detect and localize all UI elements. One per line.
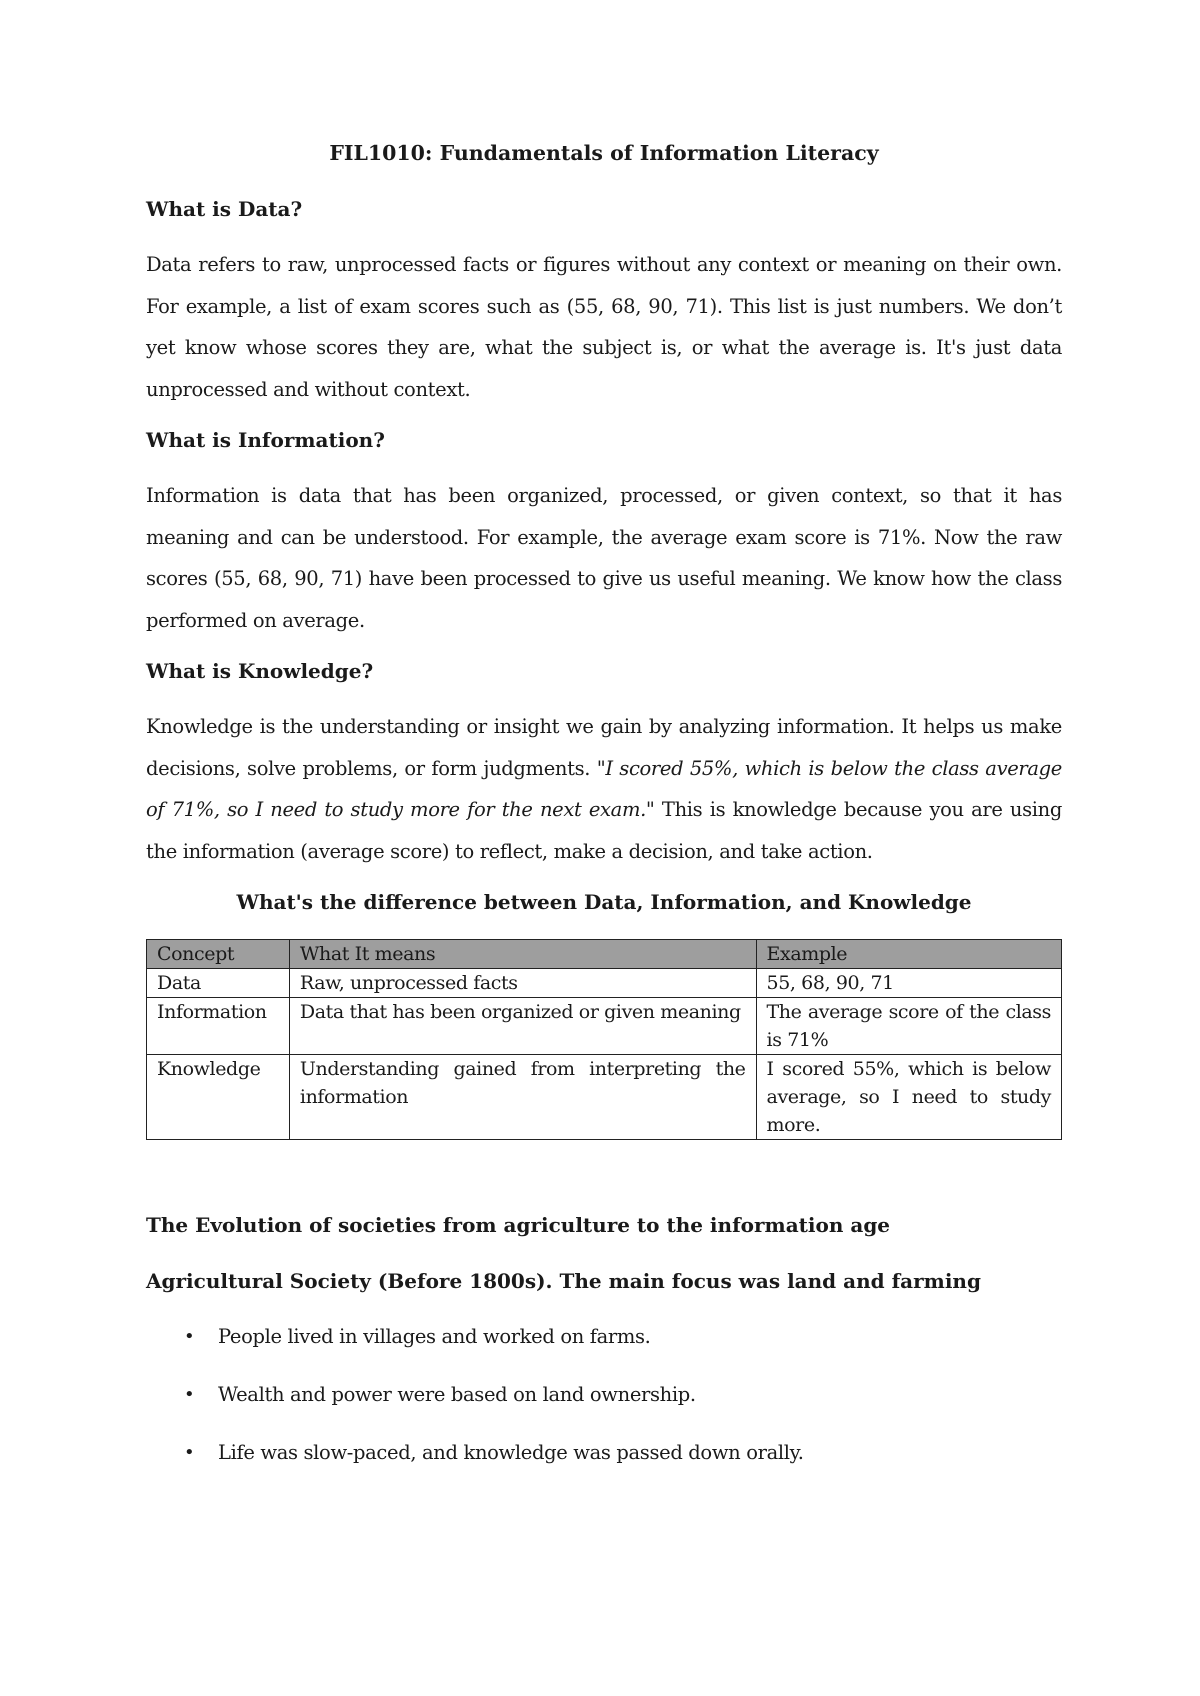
cell-example: I scored 55%, which is below average, so I need to study more.	[756, 1055, 1061, 1140]
heading-evolution-of-societies: The Evolution of societies from agriculture to the information age	[146, 1213, 891, 1237]
cell-meaning: Understanding gained from interpreting the information	[289, 1055, 756, 1140]
list-item	[146, 1438, 1062, 1468]
paragraph-data-definition: Data refers to raw, unprocessed facts or figures without any context or meaning on their own. For example, a list of exam scores such as (55, 68, 90, 71). This list is just numbers. We don’t yet know whose scores they are, what the subject is, or what the average is. It's just data unprocessed and without context.	[146, 253, 1062, 401]
knowledge-example-quote: "I scored 55%, which is below the class average of 71%, so I need to study more for the next exam."	[146, 756, 1062, 821]
paragraph-information-definition: Information is data that has been organized, processed, or given context, so that it has meaning and can be understood. For example, the average exam score is 71%. Now the raw scores (55, 68, 90, 71) have been processed to give us useful meaning. We know how the class performed on average.	[146, 484, 1062, 632]
list-item-text: People lived in villages and worked on farms.	[218, 1325, 651, 1348]
cell-concept: Knowledge	[147, 1055, 290, 1140]
cell-meaning: Raw, unprocessed facts	[289, 969, 756, 998]
header-example: Example	[756, 940, 1061, 969]
heading-what-is-data: What is Data?	[146, 197, 303, 221]
comparison-table	[146, 939, 1062, 1140]
list-item	[146, 1322, 1062, 1352]
list-item-text: Life was slow-paced, and knowledge was passed down orally.	[218, 1441, 804, 1464]
bullet-icon: •	[184, 1442, 195, 1463]
cell-example: The average score of the class is 71%	[756, 998, 1061, 1055]
cell-example: 55, 68, 90, 71	[756, 969, 1061, 998]
heading-agricultural-society: Agricultural Society (Before 1800s). The main focus was land and farming	[146, 1269, 981, 1293]
table-row	[147, 998, 1062, 1055]
comparison-table-title: What's the difference between Data, Information, and Knowledge	[236, 890, 972, 914]
list-item-text: Wealth and power were based on land ownership.	[218, 1383, 696, 1406]
table-row	[147, 969, 1062, 998]
heading-what-is-knowledge: What is Knowledge?	[146, 659, 374, 683]
table-header-row	[147, 940, 1062, 969]
header-what-it-means: What It means	[289, 940, 756, 969]
agricultural-society-list	[146, 1322, 1062, 1468]
list-item	[146, 1380, 1062, 1410]
cell-concept: Information	[147, 998, 290, 1055]
bullet-icon: •	[184, 1326, 195, 1347]
document-content	[146, 138, 1062, 1496]
table-row	[147, 1055, 1062, 1140]
bullet-icon: •	[184, 1384, 195, 1405]
knowledge-text-end: This is knowledge because you are using the information (average score) to reflect, make a decision, and take action.	[146, 798, 1062, 863]
heading-what-is-information: What is Information?	[146, 428, 385, 452]
document-title: FIL1010: Fundamentals of Information Literacy	[329, 141, 879, 165]
header-concept: Concept	[147, 940, 290, 969]
paragraph-knowledge-definition	[146, 706, 1062, 872]
knowledge-text-start: Knowledge is the understanding or insight we gain by analyzing information. It helps us make decisions, solve problems, or form judgments.	[146, 715, 1062, 780]
cell-concept: Data	[147, 969, 290, 998]
cell-meaning: Data that has been organized or given meaning	[289, 998, 756, 1055]
